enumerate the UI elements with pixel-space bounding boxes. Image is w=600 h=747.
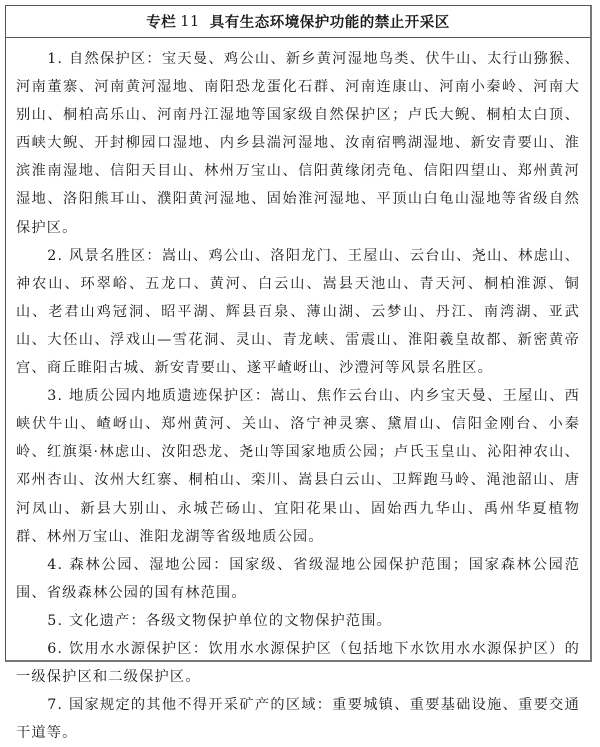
paragraph-text: 饮用水水源保护区：饮用水水源保护区（包括地下水饮用水水源保护区）的一级保护区和二级保护区。: [16, 640, 580, 686]
paragraph-nature-reserves: [16, 45, 580, 242]
paragraph-geoparks: [16, 382, 580, 551]
paragraph-text: 风景名胜区：嵩山、鸡公山、洛阳龙门、王屋山、云台山、尧山、林虑山、神农山、环翠峪、五龙口、黄河、白云山、嵩县天池山、青天河、桐柏淮源、铜山、老君山鸡冠洞、昭平湖、辉县百泉、薄山湖、云梦山、丹江、南湾湖、亚武山、大伾山、浮戏山—雪花洞、灵山、青龙峡、雷震山、淮阳羲皇故都、新密黄帝宫、商丘睢阳古城、新安青要山、遂平嵖岈山、沙澧河等风景名胜区。: [16, 247, 580, 377]
paragraph-number: 5.: [47, 612, 64, 629]
paragraph-text: 自然保护区：宝天曼、鸡公山、新乡黄河湿地鸟类、伏牛山、太行山猕猴、河南董寨、河南黄河湿地、南阳恐龙蛋化石群、河南连康山、河南小秦岭、河南大别山、桐柏高乐山、河南丹江湿地等国家级自然保护区；卢氏大鲵、桐柏太白顶、西峡大鲵、开封柳园口湿地、内乡县湍河湿地、汝南宿鸭湖湿地、新安青要山、淮滨淮南湿地、信阳天目山、林州万宝山、信阳黄缘闭壳龟、信阳四望山、郑州黄河湿地、洛阳熊耳山、濮阳黄河湿地、固始淮河湿地、平顶山白龟山湿地等省级自然保护区。: [16, 51, 580, 236]
paragraph-number: 4.: [47, 556, 64, 573]
box-title-prefix: 专栏: [146, 15, 177, 31]
paragraph-number: 3.: [47, 388, 64, 405]
box-title: 具有生态环境保护功能的禁止开采区: [209, 15, 450, 31]
box-content: [6, 38, 590, 747]
paragraph-forest-wetland-parks: [16, 551, 580, 607]
paragraph-text: 文化遗产：各级文物保护单位的文物保护范围。: [68, 612, 393, 629]
paragraph-number: 2.: [47, 247, 64, 264]
paragraph-water-source: [16, 635, 580, 691]
paragraph-text: 森林公园、湿地公园：国家级、省级湿地公园保护范围；国家森林公园范围、省级森林公园的国有林范围。: [16, 556, 580, 601]
paragraph-text: 国家规定的其他不得开采矿产的区域：重要城镇、重要基础设施、重要交通干道等。: [16, 697, 580, 742]
paragraph-text: 地质公园内地质遗迹保护区：嵩山、焦作云台山、内乡宝天曼、王屋山、西峡伏牛山、嵖岈山、郑州黄河、关山、洛宁神灵寨、黛眉山、信阳金刚台、小秦岭、红旗渠·林虑山、汝阳恐龙、尧山等国家地质公园；卢氏玉皇山、沁阳神农山、邓州杏山、汝州大红寨、桐柏山、栾川、嵩县白云山、卫辉跑马岭、渑池韶山、唐河凤山、新县大别山、永城芒砀山、宜阳花果山、固始西九华山、禹州华夏植物群、林州万宝山、淮阳龙湖等省级地质公园。: [16, 388, 580, 545]
feature-box: [5, 5, 592, 742]
paragraph-scenic-areas: [16, 242, 580, 382]
paragraph-number: 6.: [47, 640, 64, 657]
paragraph-number: 1.: [47, 51, 64, 67]
box-header: [6, 6, 590, 38]
box-title-number: 11: [180, 13, 200, 30]
paragraph-cultural-heritage: [16, 607, 580, 635]
paragraph-other-areas: [16, 691, 580, 747]
paragraph-number: 7.: [47, 697, 64, 714]
